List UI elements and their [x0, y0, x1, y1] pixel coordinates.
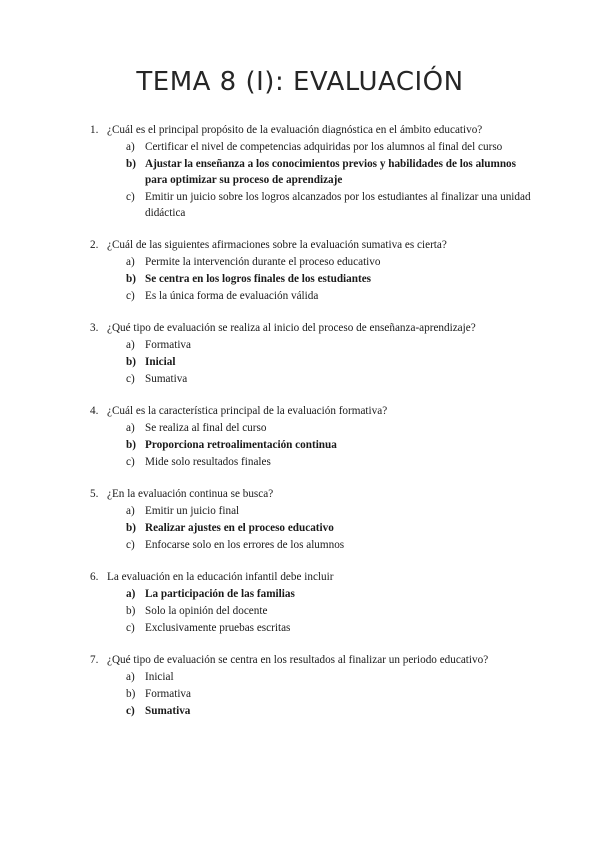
- option-text: Exclusivamente pruebas escritas: [145, 622, 291, 634]
- option-list: [90, 420, 540, 470]
- option-letter: b): [126, 605, 136, 617]
- option-c: [90, 537, 540, 553]
- option-text: Se centra en los logros finales de los estudiantes: [145, 273, 372, 285]
- option-c-correct: [90, 703, 540, 719]
- option-list: [90, 669, 540, 719]
- option-text: Emitir un juicio final: [145, 505, 240, 517]
- option-list: [90, 139, 540, 221]
- option-b-correct: [90, 354, 540, 370]
- question-7: [90, 652, 540, 719]
- question-1: [90, 122, 540, 221]
- option-letter: c): [126, 705, 135, 717]
- question-text: ¿Cuál es la característica principal de la evaluación formativa?: [107, 405, 388, 417]
- question-number: 7.: [90, 654, 99, 666]
- option-letter: a): [126, 588, 136, 600]
- question-number: 1.: [90, 124, 99, 136]
- question-2: [90, 237, 540, 304]
- question-number: 6.: [90, 571, 99, 583]
- option-b: [90, 603, 540, 619]
- option-letter: b): [126, 439, 136, 451]
- option-letter: a): [126, 505, 135, 517]
- option-a: [90, 254, 540, 270]
- option-c: [90, 454, 540, 470]
- option-a-correct: [90, 586, 540, 602]
- option-b-correct: [90, 520, 540, 536]
- option-letter: c): [126, 290, 135, 302]
- option-list: [90, 337, 540, 387]
- option-text: Emitir un juicio sobre los logros alcanzados por los estudiantes al finalizar una unidad didáctica: [145, 191, 531, 219]
- option-letter: c): [126, 373, 135, 385]
- option-letter: b): [126, 688, 136, 700]
- option-letter: b): [126, 356, 136, 368]
- question-text: ¿Cuál de las siguientes afirmaciones sobre la evaluación sumativa es cierta?: [107, 239, 447, 251]
- page-title: TEMA 8 (I): EVALUACIÓN: [136, 67, 464, 97]
- option-b-correct: [90, 437, 540, 453]
- option-text: Sumativa: [145, 705, 191, 717]
- question-text: ¿Qué tipo de evaluación se centra en los resultados al finalizar un periodo educativo?: [107, 654, 489, 666]
- option-text: La participación de las familias: [145, 588, 295, 600]
- option-letter: c): [126, 456, 135, 468]
- option-c: [90, 371, 540, 387]
- option-text: Sumativa: [145, 373, 188, 385]
- option-a: [90, 139, 540, 155]
- option-text: Formativa: [145, 688, 191, 700]
- question-text: La evaluación en la educación infantil debe incluir: [107, 571, 334, 583]
- question-number: 5.: [90, 488, 99, 500]
- option-text: Permite la intervención durante el proceso educativo: [145, 256, 381, 268]
- option-letter: a): [126, 671, 135, 683]
- option-text: Enfocarse solo en los errores de los alumnos: [145, 539, 345, 551]
- question-number: 4.: [90, 405, 99, 417]
- option-a: [90, 669, 540, 685]
- option-letter: a): [126, 422, 135, 434]
- question-3: [90, 320, 540, 387]
- option-letter: c): [126, 622, 135, 634]
- option-text: Se realiza al final del curso: [145, 422, 267, 434]
- option-b-correct: [90, 271, 540, 287]
- option-text: Ajustar la enseñanza a los conocimientos previos y habilidades de los alumnos para optimizar su proceso de aprendizaje: [145, 158, 516, 186]
- option-text: Inicial: [145, 671, 174, 683]
- question-5: [90, 486, 540, 553]
- option-a: [90, 420, 540, 436]
- question-text: ¿En la evaluación continua se busca?: [107, 488, 274, 500]
- option-letter: c): [126, 539, 135, 551]
- question-text: ¿Cuál es el principal propósito de la evaluación diagnóstica en el ámbito educativo?: [107, 124, 483, 136]
- option-c: [90, 189, 540, 221]
- option-letter: a): [126, 141, 135, 153]
- question-number: 2.: [90, 239, 99, 251]
- option-a: [90, 503, 540, 519]
- option-text: Mide solo resultados finales: [145, 456, 271, 468]
- option-letter: c): [126, 191, 135, 203]
- option-a: [90, 337, 540, 353]
- option-list: [90, 254, 540, 304]
- option-c: [90, 620, 540, 636]
- option-list: [90, 586, 540, 636]
- question-number: 3.: [90, 322, 99, 334]
- option-letter: b): [126, 273, 136, 285]
- option-text: Formativa: [145, 339, 191, 351]
- question-list: [90, 122, 540, 735]
- option-text: Es la única forma de evaluación válida: [145, 290, 319, 302]
- option-letter: a): [126, 339, 135, 351]
- question-6: [90, 569, 540, 636]
- option-b-correct: [90, 156, 540, 188]
- option-text: Certificar el nivel de competencias adquiridas por los alumnos al final del curso: [145, 141, 503, 153]
- option-letter: b): [126, 522, 136, 534]
- option-letter: b): [126, 158, 136, 170]
- option-text: Proporciona retroalimentación continua: [145, 439, 337, 451]
- question-4: [90, 403, 540, 470]
- option-b: [90, 686, 540, 702]
- question-text: ¿Qué tipo de evaluación se realiza al inicio del proceso de enseñanza-aprendizaje?: [107, 322, 476, 334]
- option-letter: a): [126, 256, 135, 268]
- option-text: Solo la opinión del docente: [145, 605, 268, 617]
- option-text: Realizar ajustes en el proceso educativo: [145, 522, 334, 534]
- option-text: Inicial: [145, 356, 176, 368]
- option-list: [90, 503, 540, 553]
- option-c: [90, 288, 540, 304]
